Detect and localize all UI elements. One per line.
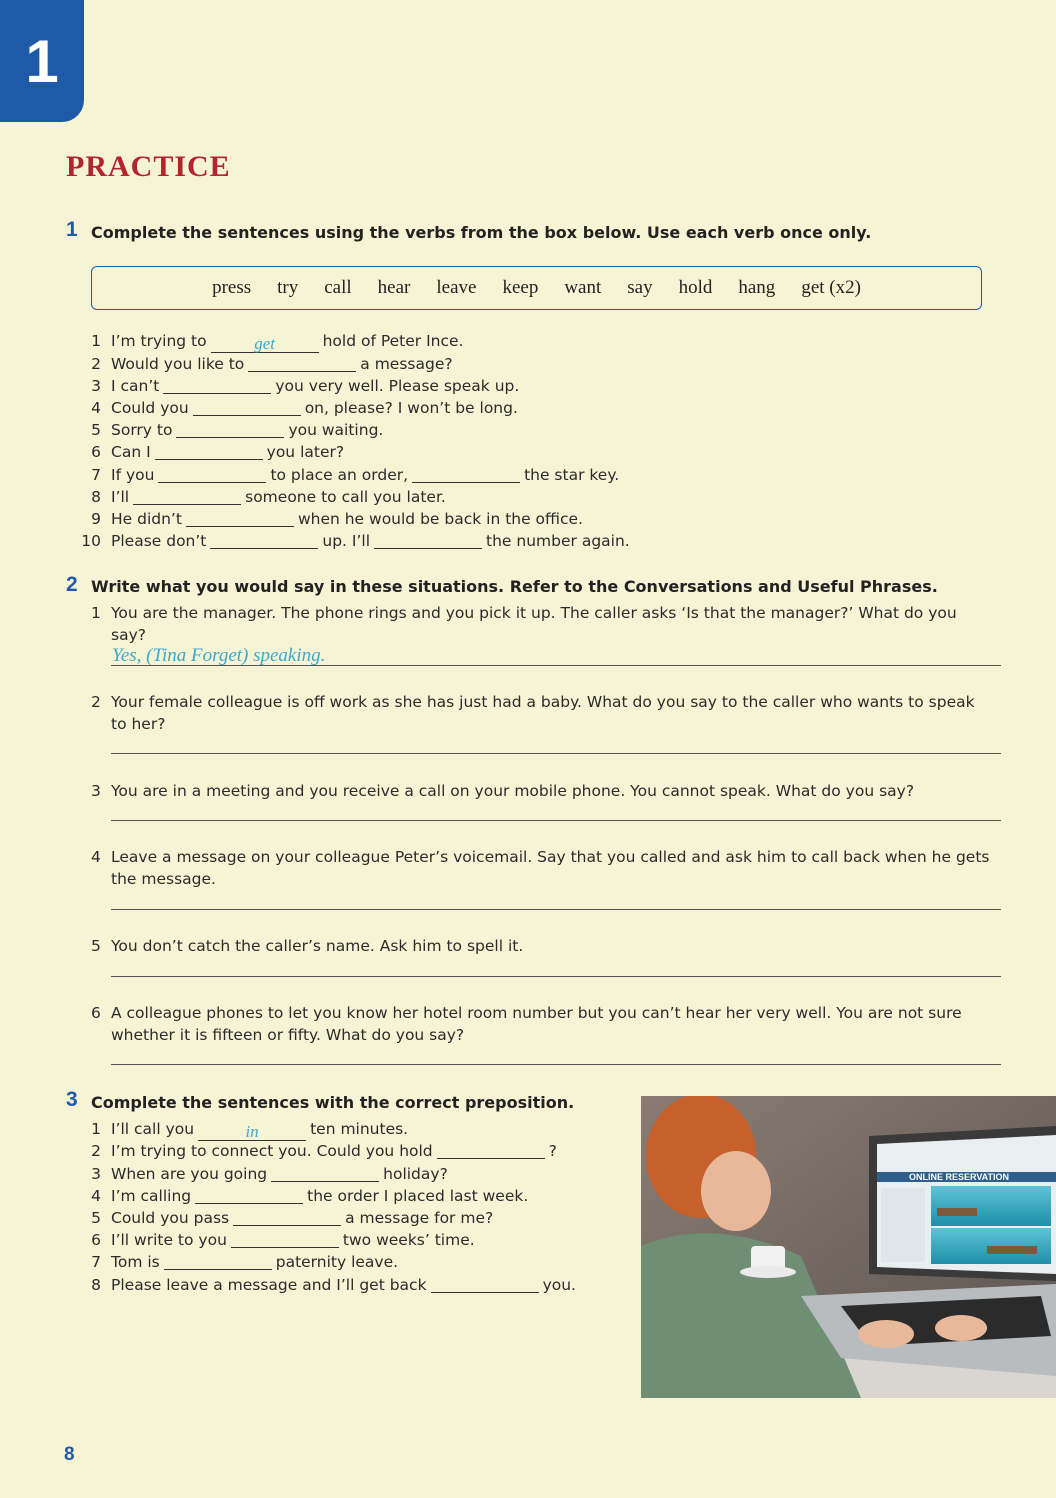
verb: hold bbox=[678, 277, 713, 298]
verb: get (x2) bbox=[801, 277, 861, 298]
ex1-blank[interactable] bbox=[155, 443, 263, 460]
ex3-sentence: 4 I’m calling the order I placed last week. bbox=[91, 1187, 529, 1205]
ex3-blank[interactable]: in bbox=[198, 1124, 306, 1141]
ex1-blank[interactable] bbox=[176, 421, 284, 438]
ex2-answer-line[interactable] bbox=[111, 665, 1001, 666]
ex2-situation: 2 Your female colleague is off work as she has just had a baby. What do you say to the caller who wants to speak to her? bbox=[91, 693, 975, 733]
ex1-sentence: 5 Sorry to you waiting. bbox=[91, 421, 384, 439]
verb: say bbox=[627, 277, 653, 298]
verb: leave bbox=[436, 277, 477, 298]
verb-box bbox=[91, 266, 982, 310]
ex2-answer: Yes, (Tina Forget) speaking. bbox=[112, 645, 326, 666]
ex1-blank[interactable] bbox=[412, 466, 520, 483]
ex1-blank[interactable] bbox=[248, 355, 356, 372]
page-number: 8 bbox=[64, 1444, 75, 1465]
ex3-sentence: 5 Could you pass a message for me? bbox=[91, 1209, 494, 1227]
ex3-blank[interactable] bbox=[233, 1209, 341, 1226]
exercise-2-number: 2 bbox=[66, 573, 78, 596]
ex3-sentence: 2 I’m trying to connect you. Could you hold ? bbox=[91, 1142, 557, 1160]
ex3-sentence: 3 When are you going holiday? bbox=[91, 1165, 448, 1183]
page-title: PRACTICE bbox=[66, 150, 231, 183]
ex2-answer-line[interactable] bbox=[111, 1064, 1001, 1065]
ex2-situation: 1 You are the manager. The phone rings and you pick it up. The caller asks ‘Is that the manager?’ What do you say? bbox=[91, 604, 957, 644]
verb: call bbox=[324, 277, 352, 298]
ex1-sentence: 4 Could you on, please? I won’t be long. bbox=[91, 399, 518, 417]
verb: hang bbox=[738, 277, 776, 298]
ex1-blank[interactable] bbox=[186, 510, 294, 527]
verb: press bbox=[212, 277, 252, 298]
ex2-answer-line[interactable] bbox=[111, 976, 1001, 977]
ex1-blank[interactable]: get bbox=[211, 336, 319, 353]
ex1-sentence: 9 He didn’t when he would be back in the office. bbox=[91, 510, 584, 528]
exercise-2-instruction: Write what you would say in these situations. Refer to the Conversations and Useful Phrases. bbox=[91, 577, 938, 596]
ex1-sentence: 10 Please don’t up. I’ll the number again. bbox=[81, 532, 630, 550]
ex3-blank[interactable] bbox=[431, 1276, 539, 1293]
ex3-blank[interactable] bbox=[271, 1165, 379, 1182]
verb: keep bbox=[502, 277, 539, 298]
ex3-blank[interactable] bbox=[195, 1187, 303, 1204]
ex1-sentence: 8 I’ll someone to call you later. bbox=[91, 488, 446, 506]
exercise-3-instruction: Complete the sentences with the correct preposition. bbox=[91, 1093, 575, 1112]
ex1-blank[interactable] bbox=[210, 532, 318, 549]
verb: try bbox=[277, 277, 299, 298]
ex2-answer-line[interactable] bbox=[111, 820, 1001, 821]
ex2-situation: 3 You are in a meeting and you receive a call on your mobile phone. You cannot speak. What do you say? bbox=[91, 782, 915, 800]
ex3-sentence: 8 Please leave a message and I’ll get back you. bbox=[91, 1276, 576, 1294]
exercise-1-number: 1 bbox=[66, 218, 78, 241]
ex1-sentence: 2 Would you like to a message? bbox=[91, 355, 453, 373]
ex3-sentence: 1 I’ll call you in ten minutes. bbox=[91, 1120, 409, 1141]
ex1-sentence: 3 I can’t you very well. Please speak up. bbox=[91, 377, 520, 395]
ex2-answer-line[interactable] bbox=[111, 909, 1001, 910]
ex3-blank[interactable] bbox=[437, 1142, 545, 1159]
ex1-sentence: 7 If you to place an order, the star key. bbox=[91, 466, 620, 484]
ex3-blank[interactable] bbox=[231, 1231, 339, 1248]
ex1-blank[interactable] bbox=[133, 488, 241, 505]
ex3-blank[interactable] bbox=[164, 1253, 272, 1270]
ex2-answer-line[interactable] bbox=[111, 753, 1001, 754]
verb: want bbox=[564, 277, 602, 298]
laptop-photo bbox=[641, 1096, 1056, 1398]
unit-number-tab: 1 bbox=[0, 0, 84, 122]
ex3-sentence: 6 I’ll write to you two weeks’ time. bbox=[91, 1231, 475, 1249]
ex1-blank[interactable] bbox=[163, 377, 271, 394]
ex2-situation: 4 Leave a message on your colleague Peter’s voicemail. Say that you called and ask him to call back when he gets the message. bbox=[91, 848, 990, 888]
ex1-sentence: 6 Can I you later? bbox=[91, 443, 345, 461]
ex1-blank[interactable] bbox=[374, 532, 482, 549]
verb: hear bbox=[377, 277, 411, 298]
exercise-3-number: 3 bbox=[66, 1088, 78, 1111]
ex2-situation: 5 You don’t catch the caller’s name. Ask him to spell it. bbox=[91, 937, 524, 955]
exercise-1-instruction: Complete the sentences using the verbs from the box below. Use each verb once only. bbox=[91, 223, 872, 242]
ex3-sentence: 7 Tom is paternity leave. bbox=[91, 1253, 399, 1271]
ex1-blank[interactable] bbox=[193, 399, 301, 416]
ex1-sentence: 1 I’m trying to get hold of Peter Ince. bbox=[91, 332, 464, 353]
ex1-blank[interactable] bbox=[158, 466, 266, 483]
ex2-situation: 6 A colleague phones to let you know her hotel room number but you can’t hear her very well. You are not sure whether it is fifteen or fifty. What do you say? bbox=[91, 1004, 962, 1044]
screen-title: ONLINE RESERVATION bbox=[909, 1172, 1010, 1182]
